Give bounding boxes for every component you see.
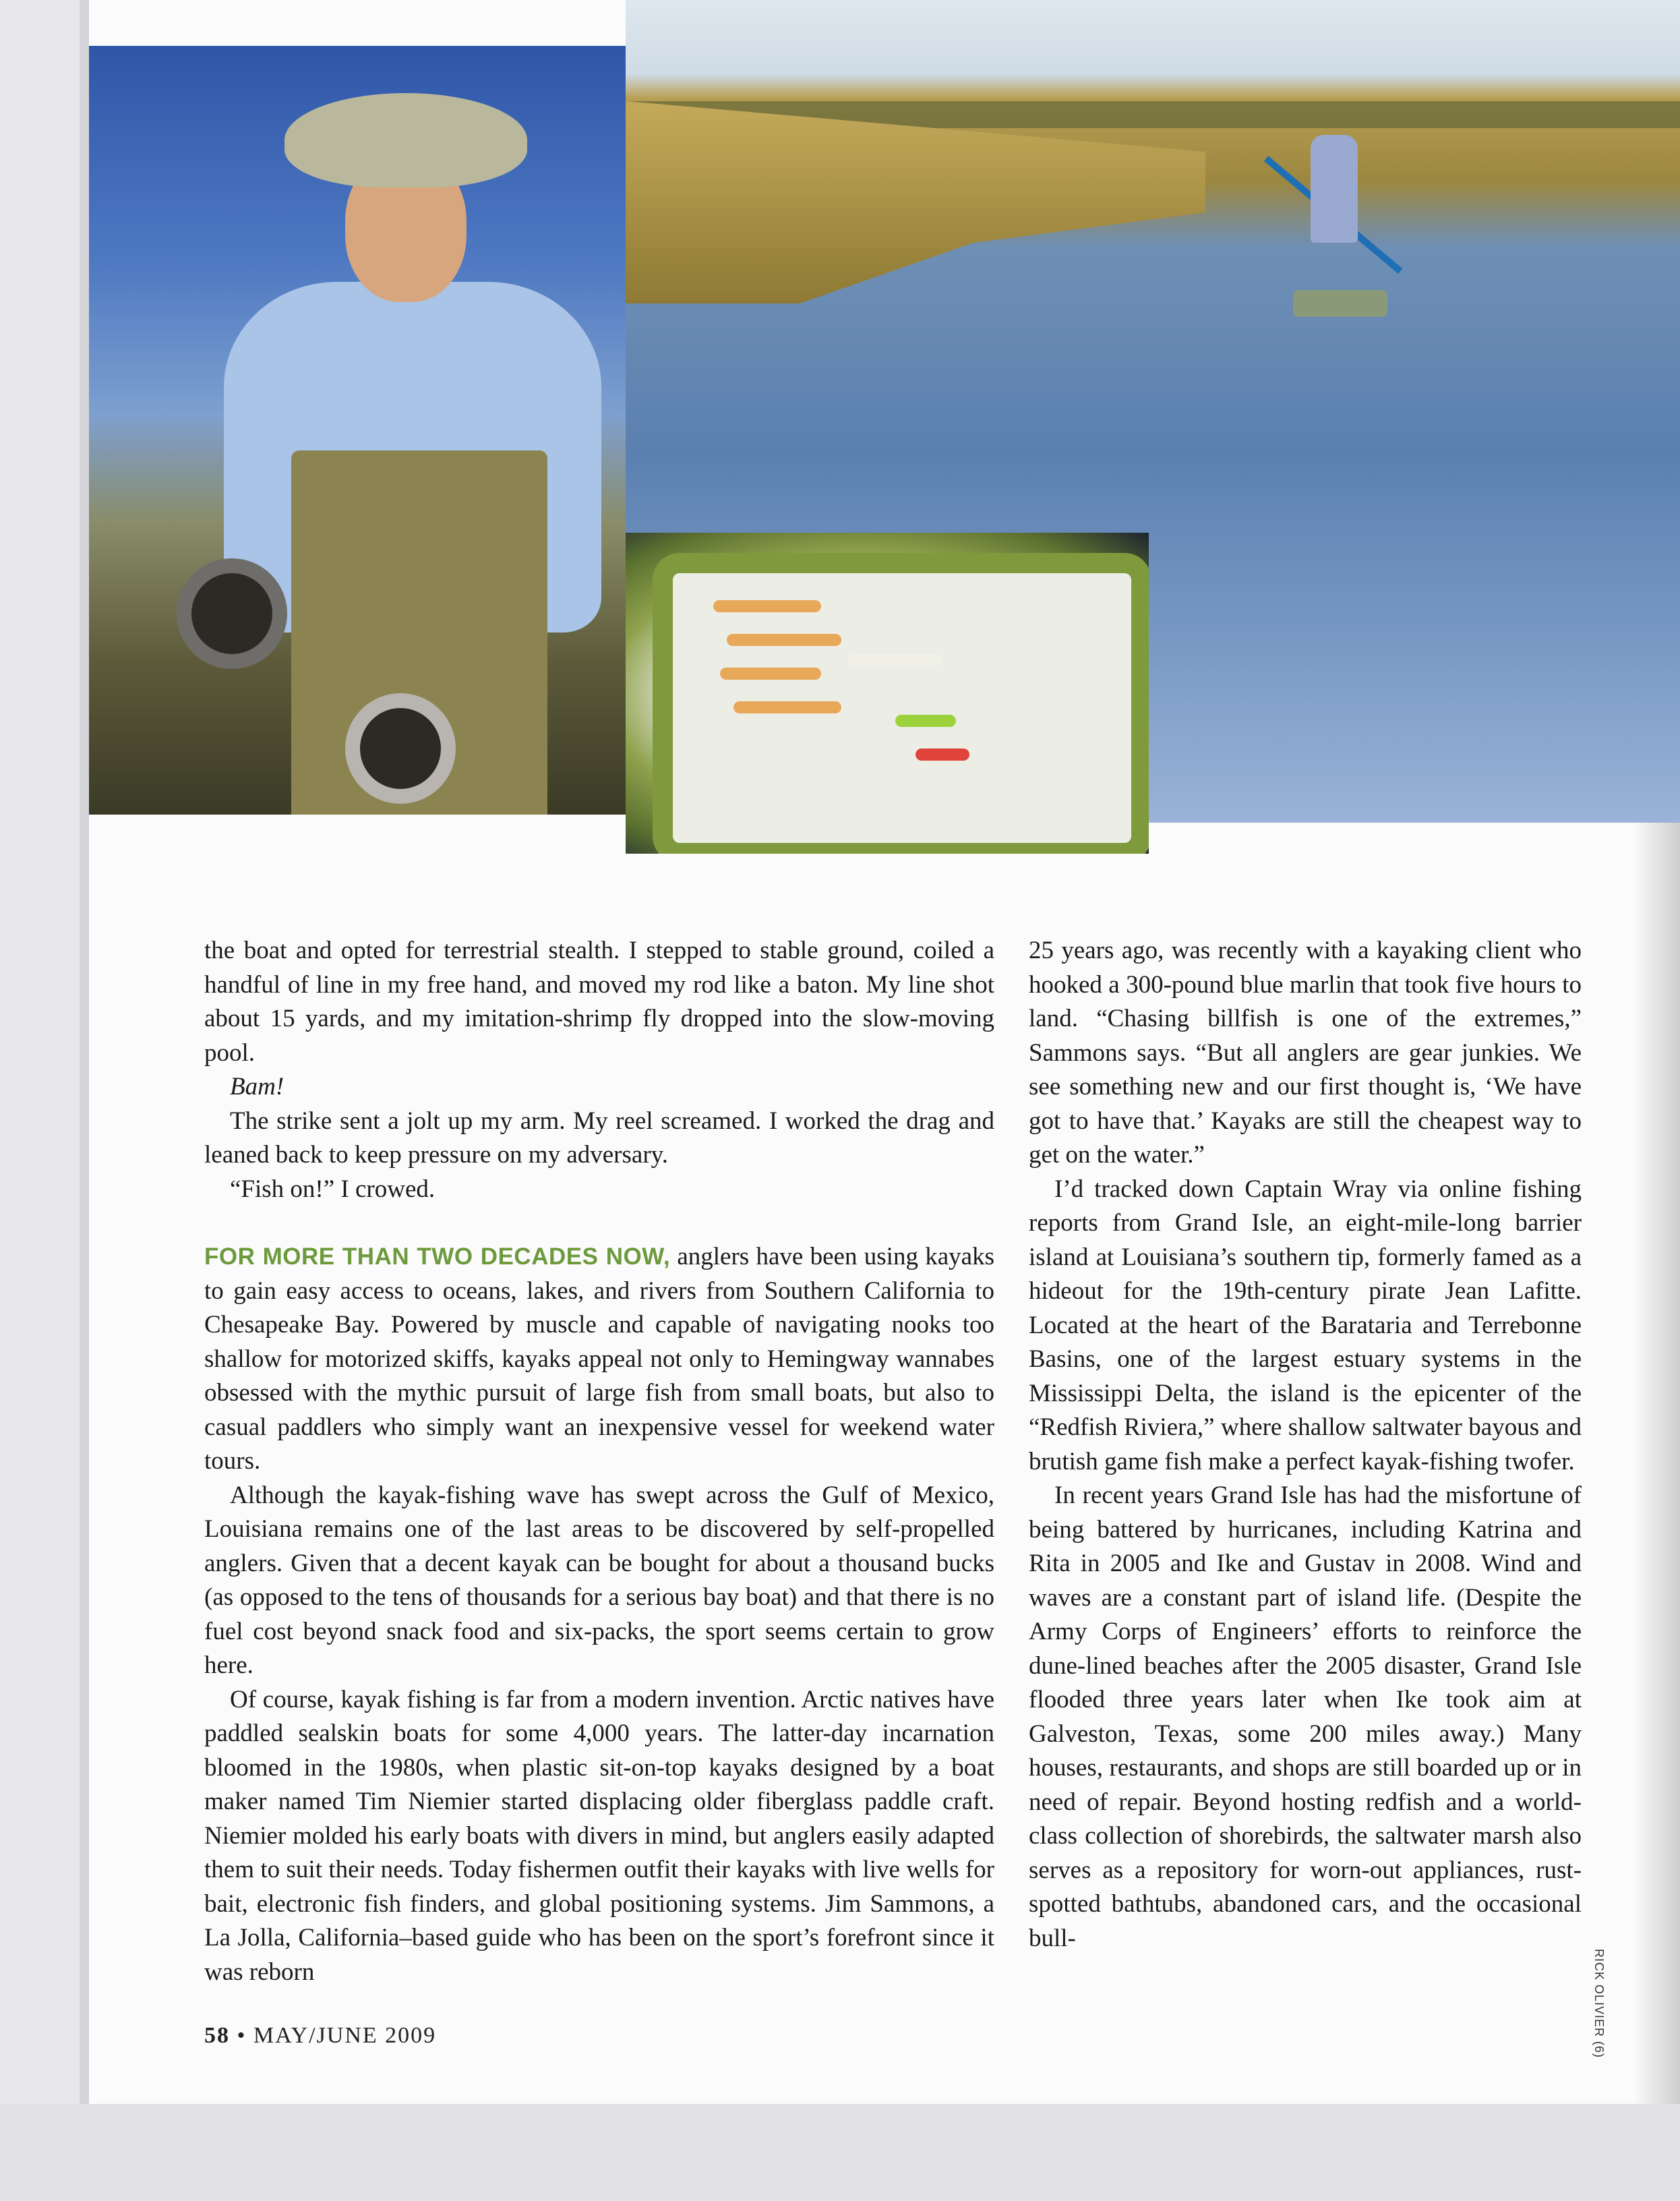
section-opening-paragraph (204, 1240, 994, 1479)
body-paragraph: In recent years Grand Isle has had the misfortune of being battered by hurricanes, including Katrina and Rita in 2005 and Ike and Gustav in 2008. Wind and waves are a constant part of island life. (Despite the Army Corps of Engineers’ efforts to reinforce the dune-lined beaches after the 2005 disaster, Grand Isle flooded three years later when Ike took aim at Galveston, Texas, some 200 miles away.) Many houses, restaurants, and shops are still boarded up or in need of repair. Beyond hosting redfish and a world-class collection of shorebirds, the saltwater marsh also serves as a repository for worn-out appliances, rust-spotted bathtubs, abandoned cars, and the occasional bull- (1029, 1481, 1582, 1952)
body-paragraph: 25 years ago, was recently with a kayaking client who hooked a 300-pound blue marlin that took five hours to land. “Chasing billfish is one of the extremes,” Sammons says. “But all anglers are gear junkies. We see something new and our first thought is, ‘We have got to have that.’ Kayaks are still the cheapest way to get on the water.” (1029, 937, 1582, 1169)
kayaker-figure (1311, 135, 1358, 243)
scanner-background (0, 2104, 1680, 2201)
shrimp-fly (727, 634, 841, 646)
angler-hat (284, 93, 527, 187)
body-paragraph: The strike sent a jolt up my arm. My reel screamed. I worked the drag and leaned back to keep pressure on my adversary. (204, 1107, 994, 1169)
body-paragraph: the boat and opted for terrestrial stealth. I stepped to stable ground, coiled a handful of line in my free hand, and moved my rod like a baton. My line shot about 15 yards, and my imitation-shrimp fly dropped into the slow-moving pool. (204, 937, 994, 1067)
body-paragraph: Although the kayak-fishing wave has swept across the Gulf of Mexico, Louisiana remains one of the last areas to be discovered by self-propelled anglers. Given that a decent kayak can be bought for about a thousand bucks (as opposed to the tens of thousands for a serious bay boat) and that there is no fuel cost beyond snack food and six-packs, the sport seems certain to grow here. (204, 1481, 994, 1679)
red-fly (916, 749, 969, 761)
fly-box-photo (626, 533, 1149, 854)
body-paragraph: Of course, kayak fishing is far from a modern invention. Arctic natives have paddled sealskin boats for some 4,000 years. The latter-day incarnation bloomed in the 1980s, when plastic sit-on-top kayaks designed by a boat maker named Tim Niemier started displacing older fiberglass paddle craft. Niemier molded his early boats with divers in mind, but anglers easily adapted them to suit their needs. Today fishermen outfit their kayaks with live wells for bait, electronic fish finders, and global positioning systems. Jim Sammons, a La Jolla, California–based guide who has been on the sport’s forefront since it was reborn (204, 1685, 994, 1986)
section-subhead: FOR MORE THAN TWO DECADES NOW, (204, 1243, 671, 1270)
issue-date: MAY/JUNE 2009 (253, 2023, 437, 2048)
shrimp-fly (733, 701, 841, 713)
body-text: anglers have been using kayaks to gain easy access to oceans, lakes, and rivers from Southern California to Chesapeake Bay. Powered by muscle and capable of navigating nooks too shallow for motorized skiffs, kayaks appeal not only to Hemingway wannabes obsessed with the mythic pursuit of large fish from small boats, but also to casual paddlers who simply want an inexpensive vessel for weekend water tours. (204, 1243, 994, 1475)
fly-box (653, 553, 1149, 854)
page-number: 58 (204, 2023, 230, 2048)
page-gutter-edge (80, 0, 89, 2104)
shrimp-fly (713, 600, 821, 612)
chartreuse-fly (895, 715, 956, 727)
angler-photo (89, 46, 626, 815)
kayak (1293, 290, 1387, 317)
page-curl-shadow (1633, 823, 1680, 2104)
page-folio (204, 2023, 436, 2049)
body-paragraph: “Fish on!” I crowed. (230, 1175, 436, 1203)
photo-credit: RICK OLIVIER (6) (1592, 1949, 1606, 2059)
shrimp-fly (720, 668, 821, 680)
marsh-grass (626, 101, 1205, 303)
fly-reel (345, 693, 456, 804)
body-paragraph: Bam! (230, 1073, 284, 1100)
article-left-column (204, 934, 994, 1989)
folio-separator: • (237, 2023, 247, 2048)
article-right-column (1029, 934, 1582, 1956)
white-fly (848, 654, 942, 666)
body-paragraph: I’d tracked down Captain Wray via online fishing reports from Grand Isle, an eight-mile-long barrier island at Louisiana’s southern tip, formerly famed as a hideout for the 19th-century pirate Jean Lafitte. Located at the heart of the Barataria and Terrebonne Basins, one of the largest estuary systems in the Mississippi Delta, the island is the epicenter of the “Redfish Riviera,” where shallow saltwater bayous and brutish game fish make a perfect kayak-fishing twofer. (1029, 1175, 1582, 1475)
fly-reel (177, 558, 287, 669)
